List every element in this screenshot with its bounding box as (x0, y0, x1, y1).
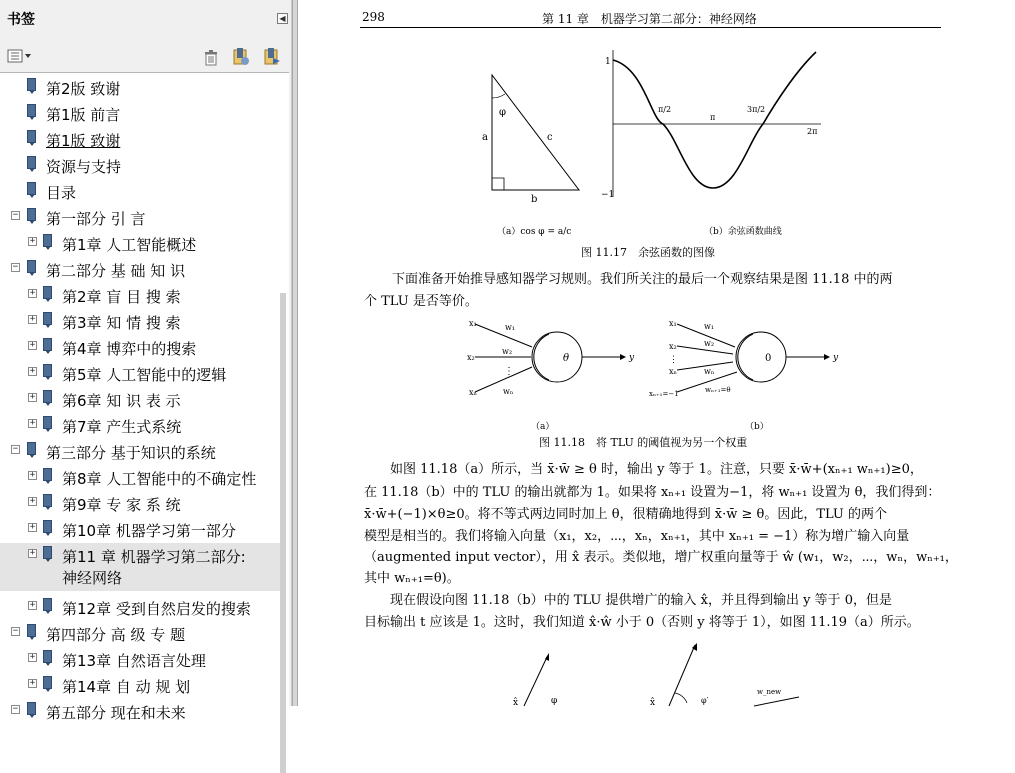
tlu-b-wn: wₙ (704, 367, 715, 376)
bookmark-label: 第2章 盲 目 搜 索 (62, 288, 181, 306)
expand-toggle-icon[interactable]: + (29, 496, 36, 506)
document-page (299, 0, 1015, 706)
bookmark-item[interactable] (0, 699, 280, 725)
bookmark-label: 第6章 知 识 表 示 (62, 392, 181, 410)
tlu-b-wn1: wₙ₊₁=θ (705, 386, 731, 394)
bookmark-icon (43, 416, 52, 429)
bookmark-label: 目录 (46, 184, 77, 202)
bookmark-icon (43, 520, 52, 533)
bookmark-icon (27, 78, 36, 91)
expand-toggle-icon[interactable]: + (29, 548, 36, 558)
fig17-caption: 图 11.17 余弦函数的图像 (581, 246, 715, 259)
bookmark-icon (43, 364, 52, 377)
tlu-a-x2: x₂ (467, 353, 475, 362)
expand-toggle-icon[interactable]: + (29, 236, 36, 246)
bookmark-label: 第2版 致谢 (46, 80, 121, 98)
expand-toggle-icon[interactable]: + (29, 366, 36, 376)
collapse-toggle-icon[interactable]: − (12, 444, 19, 454)
tlu-a-w2: w₂ (502, 347, 513, 356)
page-number: 298 (362, 10, 385, 24)
tlu-b-xn: xₙ (669, 367, 677, 376)
bookmark-label: 第1版 前言 (46, 106, 121, 124)
bookmark-label: 第12章 受到自然启发的搜索 (62, 600, 251, 618)
right-triangle (492, 75, 579, 190)
plot-3pi2: 3π/2 (747, 105, 766, 114)
header-rule (360, 27, 941, 28)
tlu-b-neuron (736, 332, 786, 382)
collapse-left-icon[interactable]: ◀ (277, 13, 288, 24)
fig19-xhat: x̂ (513, 698, 519, 708)
plot-pi2: π/2 (658, 105, 672, 114)
expand-toggle-icon[interactable]: + (29, 652, 36, 662)
expand-toggle-icon[interactable]: + (29, 600, 36, 610)
bookmark-icon (43, 468, 52, 481)
bookmarks-scrollbar[interactable] (280, 293, 286, 773)
bookmark-label: 第二部分 基 础 知 识 (46, 262, 186, 280)
bookmark-item[interactable] (0, 309, 280, 335)
tlu-a-dots: ⋮ (504, 366, 514, 377)
bookmark-icon (43, 494, 52, 507)
tlu-a-theta: θ (563, 353, 570, 364)
bookmark-item[interactable] (0, 413, 280, 439)
figure-11-17 (299, 40, 1015, 259)
plot-y1: 1 (605, 57, 611, 67)
tlu-a-w1: w₁ (505, 323, 516, 332)
bookmark-item[interactable] (0, 387, 280, 413)
collapse-toggle-icon[interactable]: − (12, 704, 19, 714)
bookmark-label: 第5章 人工智能中的逻辑 (62, 366, 227, 384)
para3-line2: 目标输出 t 应该是 1。这时，我们知道 x̂·ŵ 小于 0（否则 y 将等于 1），如图 11.19（a）所示。 (364, 615, 920, 630)
para1-line2: 个 TLU 是否等价。 (364, 294, 478, 309)
bookmark-item[interactable] (0, 361, 280, 387)
bookmark-item[interactable] (0, 153, 280, 179)
bookmark-item[interactable] (0, 205, 280, 231)
bookmark-item[interactable] (0, 127, 280, 153)
bookmark-item[interactable] (0, 75, 280, 101)
expand-toggle-icon[interactable]: + (29, 314, 36, 324)
fig18-caption: 图 11.18 将 TLU 的阈值视为另一个权重 (539, 436, 748, 449)
bookmark-label: 第1章 人工智能概述 (62, 236, 197, 254)
bookmark-item[interactable] (0, 283, 280, 309)
bookmark-icon (43, 650, 52, 663)
bookmark-label: 资源与支持 (46, 158, 122, 176)
plot-ym1: −1 (601, 190, 615, 200)
bookmark-icon (43, 676, 52, 689)
plot-pi: π (710, 113, 716, 122)
tlu-b-w1: w₁ (704, 322, 715, 331)
expand-toggle-icon[interactable]: + (29, 392, 36, 402)
bookmark-icon (43, 338, 52, 351)
fig19-phi: φ (551, 696, 558, 706)
fig18-sub-a: （a） (531, 422, 555, 432)
expand-toggle-icon[interactable]: + (29, 522, 36, 532)
bookmark-item[interactable] (0, 673, 280, 699)
bookmark-label: 第9章 专 家 系 统 (62, 496, 181, 514)
para2-line3: x̄·w̄+(−1)×θ≥0。将不等式两边同时加上 θ，很精确地得到 x̄·w̄ ≥ θ。因此，TLU 的两个 (364, 507, 888, 522)
bookmark-item[interactable] (0, 621, 280, 647)
trash-icon[interactable] (203, 48, 219, 66)
tlu-b-w2: w₂ (704, 339, 715, 348)
tlu-b-dots: ⋮ (669, 355, 678, 365)
triangle-a: a (482, 132, 488, 143)
bookmark-label: 第7章 产生式系统 (62, 418, 182, 436)
collapse-toggle-icon[interactable]: − (12, 262, 19, 272)
para2-line2: 在 11.18（b）中的 TLU 的输出就都为 1。如果将 xₙ₊₁ 设置为−1，将 wₙ₊₁ 设置为 θ，我们得到： (364, 485, 941, 500)
fig19-xhat-b: x̂ (650, 698, 656, 708)
bookmarks-title: 书签 (7, 12, 35, 28)
bookmark-label: 第一部分 引 言 (46, 210, 146, 228)
bookmark-item[interactable] (0, 465, 280, 491)
new-bookmark-icon[interactable] (232, 48, 250, 66)
bookmark-icon (27, 260, 36, 273)
bookmarks-header (0, 0, 291, 40)
para2-line4: 模型是相当的。我们将输入向量（x₁，x₂，⋯，xₙ，xₙ₊₁，其中 xₙ₊₁ = −1）称为增广输入向量 (364, 529, 910, 544)
triangle-phi: φ (499, 107, 507, 118)
bookmark-item[interactable] (0, 335, 280, 361)
tlu-b-xn1: xₙ₊₁=−1 (649, 390, 679, 398)
tlu-a-x1: x₁ (469, 319, 477, 328)
bookmark-label-line2: 神经网络 (62, 569, 123, 587)
tlu-b-x1: x₁ (669, 319, 677, 328)
collapse-toggle-icon[interactable]: − (12, 626, 19, 636)
bookmark-item[interactable] (0, 257, 280, 283)
bookmark-icon (27, 182, 36, 195)
bookmark-icon (27, 624, 36, 637)
bookmark-label: 第8章 人工智能中的不确定性 (62, 470, 257, 488)
bookmarks-toolbar (0, 46, 291, 72)
bookmark-icon (27, 442, 36, 455)
bookmark-icon (27, 130, 36, 143)
bookmark-label: 第10章 机器学习第一部分 (62, 522, 236, 540)
tlu-b-y: y (833, 353, 839, 363)
para3-line1: 现在假设向图 11.18（b）中的 TLU 提供增广的输入 x̂，并且得到输出 y 等于 0，但是 (364, 593, 892, 608)
para2-line5: （augmented input vector），用 x̂ 表示。类似地，增广权重向量等于 ŵ (w₁，w₂，⋯，wₙ，wₙ₊₁， (364, 550, 958, 565)
bookmark-icon (27, 104, 36, 117)
fig17-sub-b: （b）余弦函数曲线 (704, 227, 782, 237)
bookmark-label: 第11 章 机器学习第二部分: (62, 548, 246, 566)
expand-toggle-icon[interactable]: + (29, 470, 36, 480)
bookmark-item[interactable] (0, 179, 280, 205)
bookmark-item[interactable] (0, 543, 280, 591)
bookmark-item[interactable] (0, 231, 280, 257)
expand-bookmark-icon[interactable] (263, 48, 281, 66)
bookmarks-tree (0, 72, 289, 722)
bookmark-icon (43, 234, 52, 247)
bookmark-icon (43, 598, 52, 611)
panel-splitter[interactable] (292, 0, 298, 706)
bookmark-label: 第五部分 现在和未来 (46, 704, 186, 722)
bookmark-icon (43, 286, 52, 299)
bookmark-icon (43, 546, 52, 559)
figure-11-18 (299, 312, 1015, 452)
para2-line1: 如图 11.18（a）所示，当 x̄·w̄ ≥ θ 时，输出 y 等于 1。注意，只要 x̄·w̄+(xₙ₊₁ wₙ₊₁)≥0， (364, 462, 923, 477)
collapse-toggle-icon[interactable]: − (12, 210, 19, 220)
running-head: 第 11 章 机器学习第二部分：神经网络 (542, 12, 757, 26)
triangle-b: b (531, 194, 538, 205)
bookmark-icon (27, 702, 36, 715)
bookmark-label: 第14章 自 动 规 划 (62, 678, 191, 696)
bookmark-icon (27, 156, 36, 169)
tlu-a-wn: wₙ (503, 387, 514, 396)
tlu-a-neuron (532, 332, 582, 382)
expand-toggle-icon[interactable]: + (29, 340, 36, 350)
fig19-wnew: w_new (757, 688, 782, 696)
bookmark-item[interactable] (0, 491, 280, 517)
figure-11-19-partial (299, 645, 1015, 706)
options-menu-icon[interactable] (7, 48, 33, 66)
bookmark-label: 第四部分 高 级 专 题 (46, 626, 186, 644)
bookmark-label: 第1版 致谢 (46, 132, 121, 150)
plot-2pi: 2π (807, 127, 818, 136)
tlu-a-y: y (629, 353, 635, 363)
bookmark-label: 第4章 博弈中的搜索 (62, 340, 197, 358)
expand-toggle-icon[interactable]: + (29, 678, 36, 688)
expand-toggle-icon[interactable]: + (29, 418, 36, 428)
fig19-phi-prime: φ′ (701, 696, 709, 705)
fig17-sub-a: （a）cos φ = a/c (497, 227, 572, 237)
bookmark-icon (27, 208, 36, 221)
bookmark-label: 第三部分 基于知识的系统 (46, 444, 216, 462)
bookmark-icon (43, 390, 52, 403)
bookmark-icon (43, 312, 52, 325)
para2-line6: 其中 wₙ₊₁=θ)。 (364, 571, 460, 586)
triangle-c: c (547, 132, 553, 143)
para1-line1: 下面准备开始推导感知器学习规则。我们所关注的最后一个观察结果是图 11.18 中的两 (392, 272, 893, 287)
bookmarks-panel (0, 0, 292, 722)
tlu-b-x2: x₂ (669, 342, 677, 351)
bookmark-item[interactable] (0, 647, 280, 673)
bookmark-item[interactable] (0, 517, 280, 543)
bookmark-item[interactable] (0, 439, 280, 465)
bookmark-label: 第13章 自然语言处理 (62, 652, 206, 670)
tlu-b-zero: 0 (765, 353, 772, 364)
tlu-a-xn: xₙ (469, 388, 477, 397)
bookmark-item[interactable] (0, 101, 280, 127)
bookmark-label: 第3章 知 情 搜 索 (62, 314, 181, 332)
bookmark-item[interactable] (0, 595, 280, 621)
fig18-sub-b: （b） (745, 422, 769, 432)
expand-toggle-icon[interactable]: + (29, 288, 36, 298)
